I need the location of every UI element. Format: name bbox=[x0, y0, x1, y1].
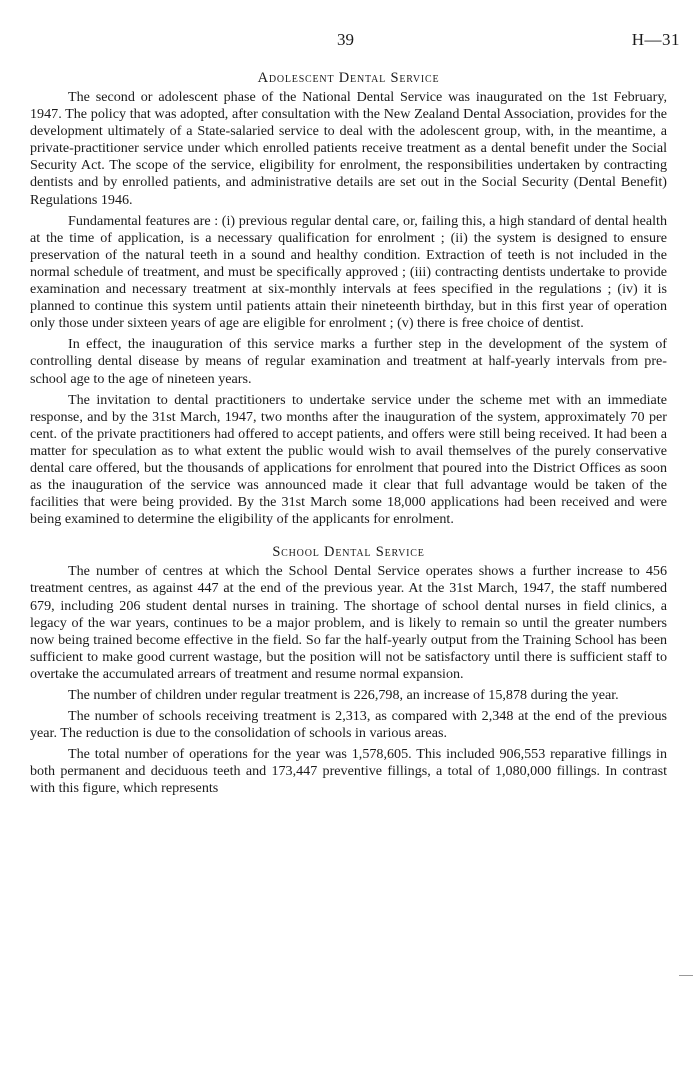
document-reference: H—31 bbox=[631, 30, 680, 49]
paragraph: The number of centres at which the School Dental Service operates shows a further increase to 456 treatment centres, as against 447 at the end of the previous year. At the 31st March, 1947, the staff numbered 679, including 206 student dental nurses in training. The shortage of school dental nurses in field clinics, a legacy of the war years, continues to be a major problem, and is likely to remain so until the greater numbers now being trained become effective in the field. So far the half-yearly output from the Training School has been sufficient to make good current wastage, but the position will not be satisfactory until there is sufficient staff to overtake the accumulated arrears of treatment and resume normal expansion. bbox=[30, 563, 667, 682]
section-heading: School Dental Service bbox=[272, 544, 425, 561]
section-adolescent-dental-service bbox=[30, 70, 667, 528]
paragraph: The total number of operations for the year was 1,578,605. This included 906,553 reparative fillings in both permanent and deciduous teeth and 173,447 preventive fillings, a total of 1,080,000 fillings. In contrast with this figure, which represents bbox=[30, 746, 667, 797]
section-school-dental-service bbox=[30, 544, 667, 797]
paragraph: The second or adolescent phase of the National Dental Service was inaugurated on the 1st February, 1947. The policy that was adopted, after consultation with the New Zealand Dental Association, provides for the development ultimately of a State-salaried service to deal with the adolescent group, with, in the meantime, a private-practitioner service under which enrolled patients receive treatment as a dental benefit under the Social Security Act. The scope of the service, eligibility for enrolment, the responsibilities undertaken by contracting dentists and by enrolled patients, and administrative details are set out in the Social Security (Dental Benefit) Regulations 1946. bbox=[30, 89, 667, 208]
page-header bbox=[0, 30, 700, 54]
section-heading: Adolescent Dental Service bbox=[257, 70, 440, 86]
paragraph: Fundamental features are : (i) previous regular dental care, or, failing this, a high standard of dental health at the time of application, is a necessary qualification for enrolment ; (ii) the system is designed to ensure preservation of the natural teeth in a sound and healthy condition. Extraction of teeth is not included in the normal schedule of treatment, and must be specifically approved ; (iii) contracting dentists undertake to provide examination and necessary treatment at six-monthly intervals at fees specified in the regulations ; (iv) it is planned to continue this system until patients attain their nineteenth birthday, but in this first year of operation only those under sixteen years of age are eligible for enrolment ; (v) there is free choice of dentist. bbox=[30, 212, 667, 332]
page-body bbox=[30, 70, 667, 802]
margin-mark bbox=[679, 975, 693, 976]
paragraph: In effect, the inauguration of this service marks a further step in the development of the system of controlling dental disease by means of regular examination and treatment at half-yearly intervals from pre-school age to the age of nineteen years. bbox=[30, 336, 667, 387]
page-number: 39 bbox=[337, 30, 354, 49]
paragraph: The number of schools receiving treatment is 2,313, as compared with 2,348 at the end of the previous year. The reduction is due to the consolidation of schools in various areas. bbox=[30, 708, 667, 742]
paragraph: The number of children under regular treatment is 226,798, an increase of 15,878 during the year. bbox=[68, 687, 619, 703]
paragraph: The invitation to dental practitioners to undertake service under the scheme met with an immediate response, and by the 31st March, 1947, two months after the inauguration of the system, approximately 70 per cent. of the private practitioners had offered to accept patients, and offers were still being received. It had been a matter for speculation as to what extent the public would wish to avail themselves of the purely conservative dental care offered, but the thousands of applications for enrolment that poured into the District Offices as soon as the inauguration of the service was announced made it clear that full advantage would be taken of the facilities that were being provided. By the 31st March some 18,000 applications had been received and were being examined to determine the eligibility of the applicants for enrolment. bbox=[30, 391, 667, 528]
